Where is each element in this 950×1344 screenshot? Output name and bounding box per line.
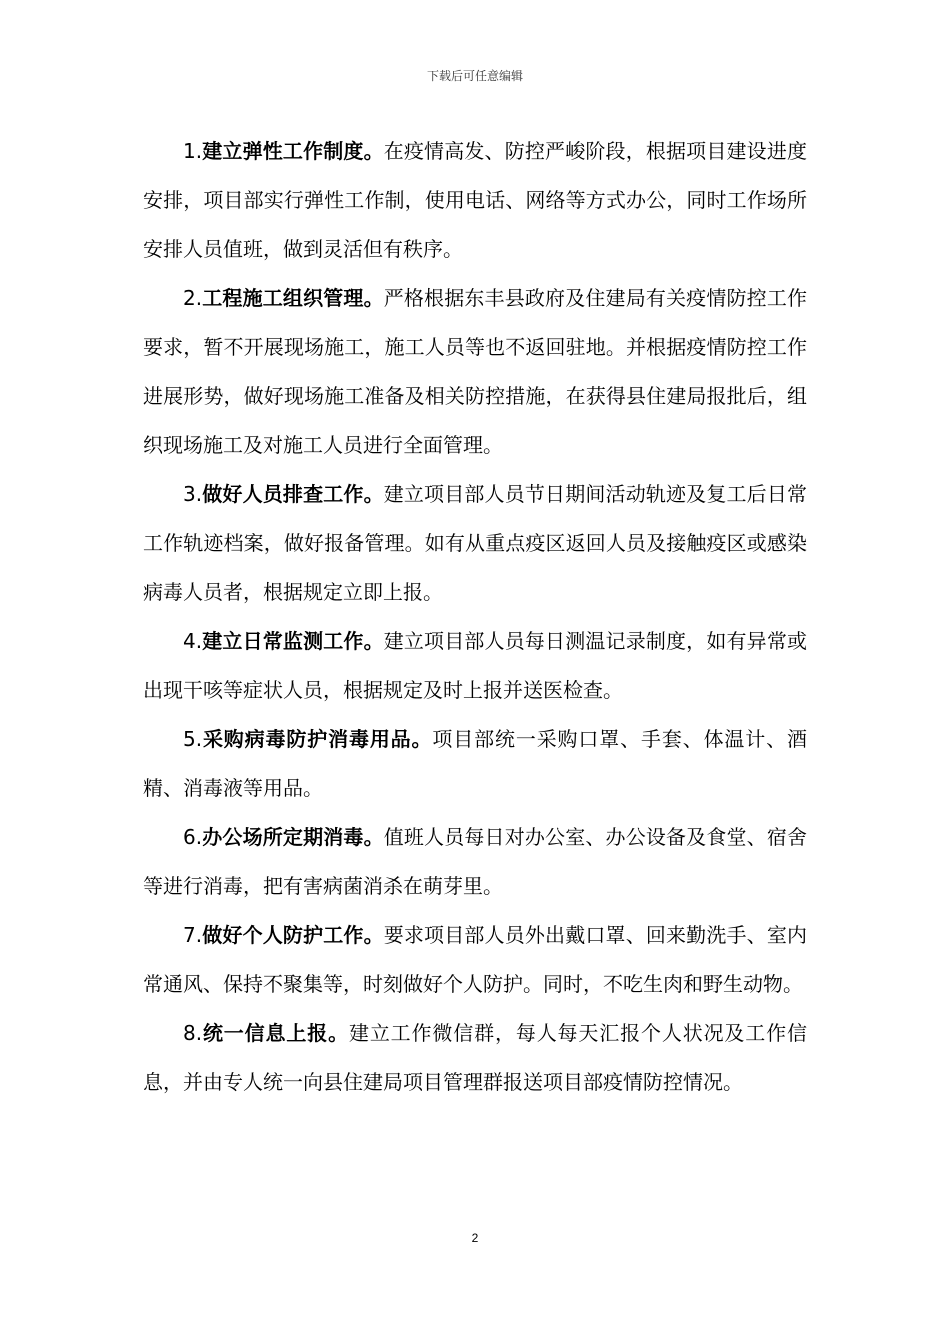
paragraph-6 — [143, 813, 807, 911]
paragraph-number: 7. — [183, 923, 203, 947]
paragraph-number: 6. — [183, 825, 203, 849]
paragraph-body: 建立项目部人员每日测温记录制度，如有异常或出现干咳等症状人员，根据规定及时上报并送医检查。 — [143, 629, 808, 702]
paragraph-1 — [143, 127, 807, 274]
paragraph-number: 4. — [183, 629, 203, 653]
paragraph-4 — [143, 617, 807, 715]
paragraph-7 — [143, 911, 807, 1009]
paragraph-8 — [143, 1009, 807, 1107]
paragraph-body: 要求项目部人员外出戴口罩、回来勤洗手、室内常通风、保持不聚集等，时刻做好个人防护。同时，不吃生肉和野生动物。 — [143, 923, 808, 996]
paragraph-number: 2. — [183, 286, 203, 310]
paragraph-body: 建立项目部人员节日期间活动轨迹及复工后日常工作轨迹档案，做好报备管理。如有从重点疫区返回人员及接触疫区或感染病毒人员者，根据规定立即上报。 — [143, 482, 808, 604]
paragraph-2 — [143, 274, 807, 470]
paragraph-number: 3. — [183, 482, 203, 506]
paragraph-3 — [143, 470, 807, 617]
paragraph-body: 项目部统一采购口罩、手套、体温计、酒精、消毒液等用品。 — [143, 727, 808, 800]
paragraph-number: 1. — [183, 139, 203, 163]
paragraph-body: 在疫情高发、防控严峻阶段，根据项目建设进度安排，项目部实行弹性工作制，使用电话、网络等方式办公，同时工作场所安排人员值班，做到灵活但有秩序。 — [143, 139, 808, 261]
paragraph-title: 建立日常监测工作。 — [202, 629, 384, 653]
paragraph-title: 办公场所定期消毒。 — [202, 825, 384, 849]
paragraph-number: 8. — [183, 1021, 203, 1045]
paragraph-5 — [143, 715, 807, 813]
paragraph-title: 采购病毒防护消毒用品。 — [202, 727, 433, 751]
paragraph-title: 做好个人防护工作。 — [202, 923, 384, 947]
page-header: 下载后可任意编辑 — [426, 69, 523, 83]
paragraph-body: 严格根据东丰县政府及住建局有关疫情防控工作要求，暂不开展现场施工，施工人员等也不返回驻地。并根据疫情防控工作进展形势，做好现场施工准备及相关防控措施，在获得县住建局报批后，组织现场施工及对施工人员进行全面管理。 — [143, 286, 808, 457]
paragraph-title: 工程施工组织管理。 — [202, 286, 384, 310]
paragraph-title: 统一信息上报。 — [202, 1021, 349, 1045]
page-number: 2 — [471, 1231, 479, 1245]
paragraph-body: 值班人员每日对办公室、办公设备及食堂、宿舍等进行消毒，把有害病菌消杀在萌芽里。 — [143, 825, 808, 898]
paragraph-title: 建立弹性工作制度。 — [202, 139, 384, 163]
paragraph-number: 5. — [183, 727, 203, 751]
paragraph-title: 做好人员排查工作。 — [202, 482, 384, 506]
document-body — [143, 127, 807, 1107]
paragraph-body: 建立工作微信群，每人每天汇报个人状况及工作信息，并由专人统一向县住建局项目管理群报送项目部疫情防控情况。 — [143, 1021, 808, 1094]
